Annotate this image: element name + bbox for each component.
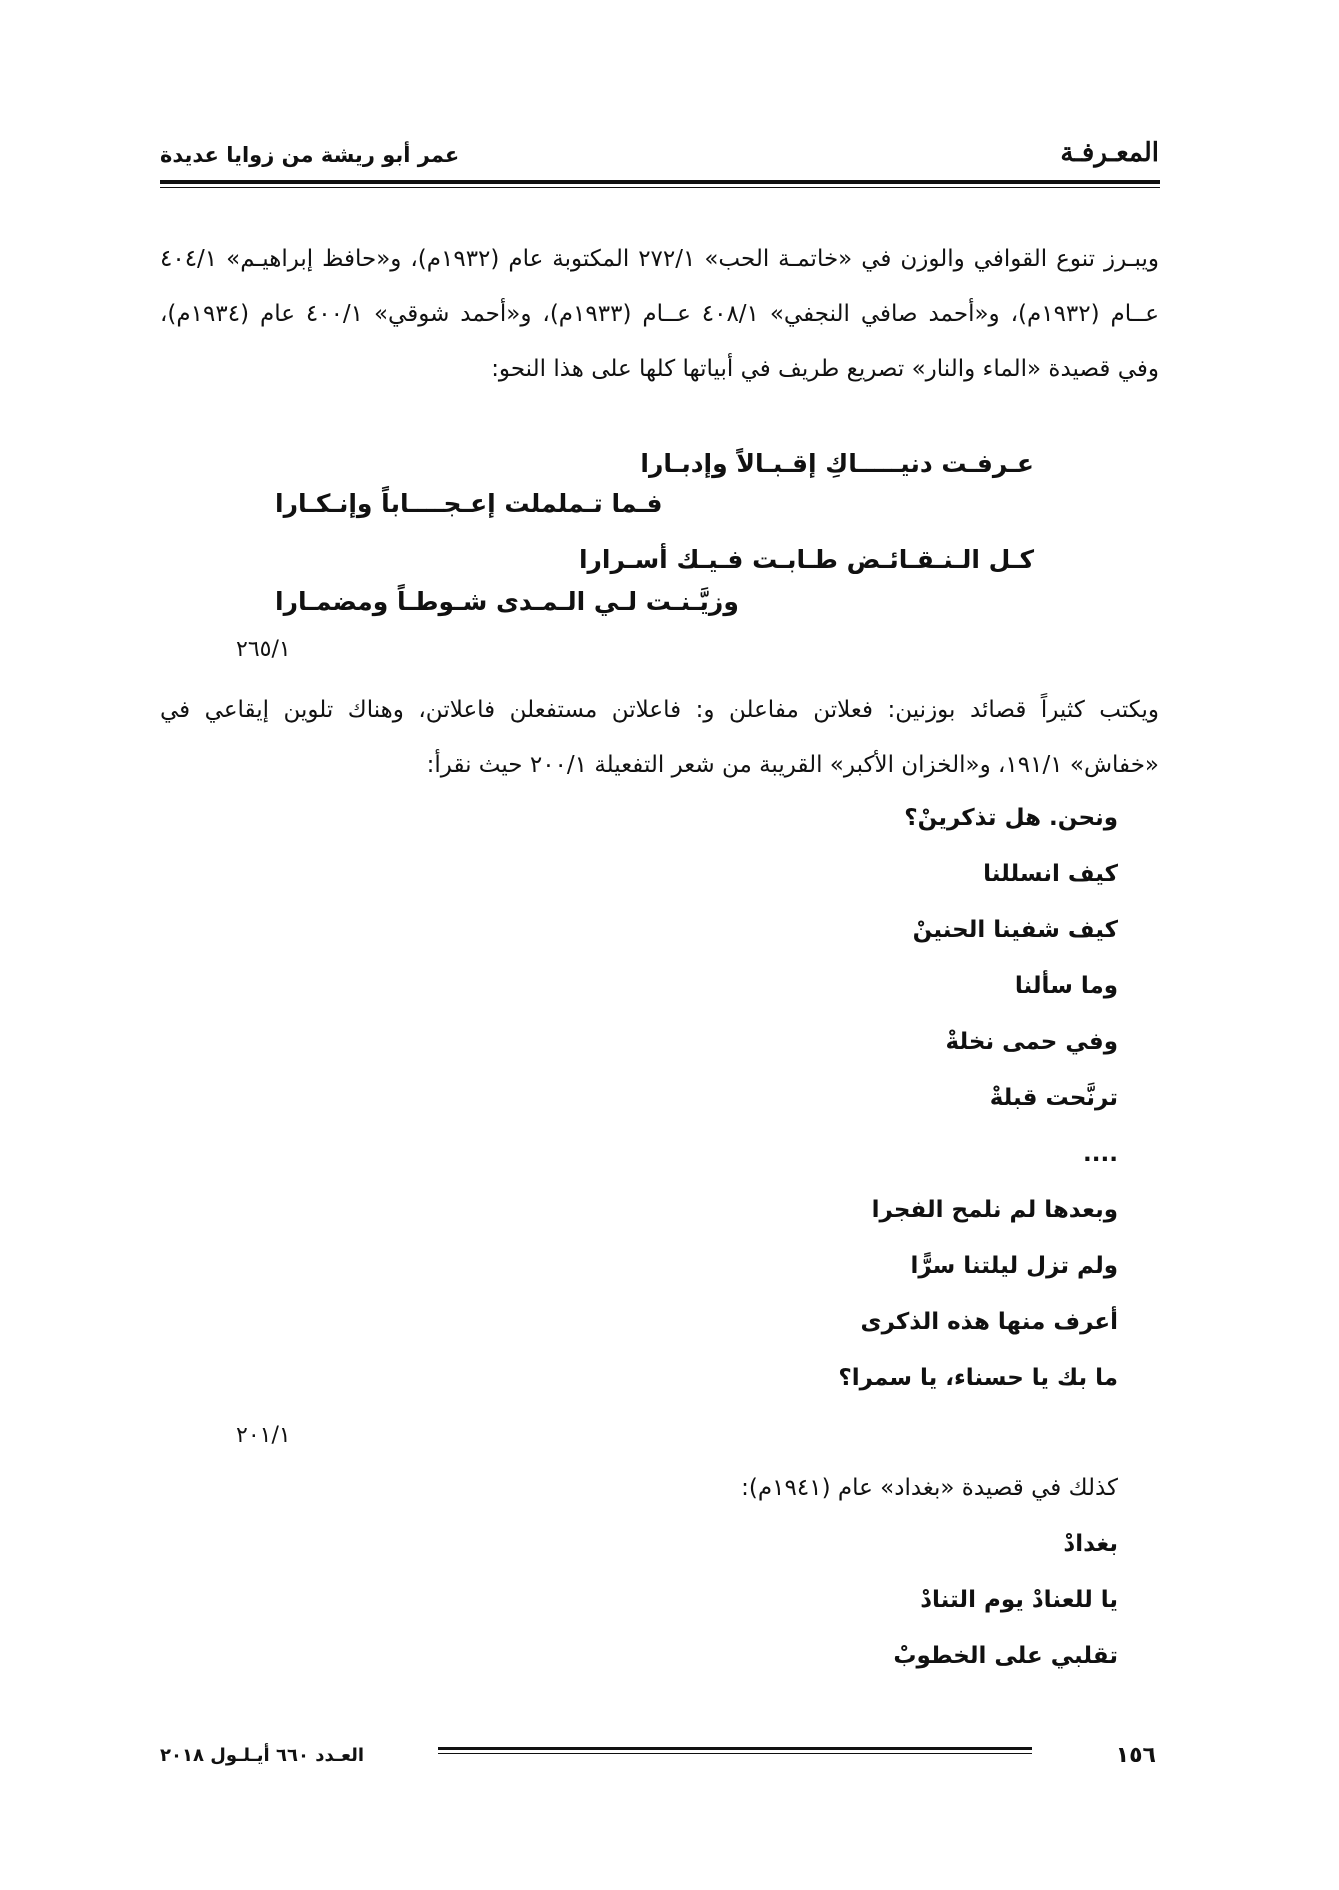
paragraph-3: كذلك في قصيدة «بغداد» عام (١٩٤١م):: [741, 1475, 1118, 1501]
paragraph-1: ويبـرز تنوع القوافي والوزن في «خاتمـة الحب» ٢٧٢/١ المكتوبة عام (١٩٣٢م)، و«حافظ إبراهيـم» ٤٠٤/١ عــام (١٩٣٢م)، و«أحمد صافي النجفي» ٤٠٨/١ عــام (١٩٣٣م)، و«أحمد شوقي» ٤٠٠/١ عام (١٩٣٤م)، وفي قصيدة «الماء والنار» تصريع طريف في أبياتها كلها على هذا النحو:: [160, 246, 1159, 382]
issue-info: العـدد ٦٦٠ أيـلـول ٢٠١٨: [160, 1745, 365, 1766]
poem-line: أعرف منها هذه الذكرى: [860, 1309, 1118, 1335]
paragraph-2: ويكتب كثيراً قصائد بوزنين: فعلاتن مفاعلن و: فاعلاتن مستفعلن فاعلاتن، وهناك تلوين إيقاعي في «خفاش» ١٩١/١، و«الخزان الأكبر» القريبة من شعر التفعيلة ٢٠٠/١ حيث نقرأ:: [160, 697, 1159, 778]
header-rule-thin: [160, 187, 1160, 188]
poem-line: ولم تزل ليلتنا سرًّا: [910, 1253, 1118, 1279]
footer-rule-thin: [438, 1753, 1032, 1754]
article-title: عمر أبو ريشة من زوايا عديدة: [160, 143, 460, 167]
poem-line: وما سألنا: [1014, 973, 1118, 999]
verse-line: وزيَّـنـت لـي الـمـدى شـوطـاً ومضمـارا: [275, 587, 739, 616]
reference: ٢٠١/١: [236, 1423, 291, 1448]
poem-line: ترنَّحت قبلةْ: [989, 1085, 1118, 1111]
poem-line: بغدادْ: [1063, 1531, 1118, 1557]
reference: ٢٦٥/١: [236, 637, 291, 662]
verse-line: فـما تـململت إعـجــــاباً وإنـكـارا: [275, 489, 663, 518]
poem-line: يا للعنادْ يوم التنادْ: [920, 1587, 1118, 1613]
poem-ellipsis: ....: [1083, 1141, 1118, 1167]
poem-line: وبعدها لم نلمح الفجرا: [871, 1197, 1118, 1223]
footer-rule-thick: [438, 1747, 1032, 1750]
poem-line: كيف انسللنا: [983, 861, 1118, 887]
poem-line: ونحن. هل تذكرينْ؟: [904, 805, 1118, 831]
journal-logo: المعـرفـة: [1060, 138, 1159, 168]
poem-line: تقلبي على الخطوبْ: [893, 1643, 1118, 1669]
verse-line: عـرفـت دنيـــــاكِ إقـبـالاً وإدبـارا: [640, 449, 1034, 478]
verse-line: كـل الـنـقـائـض طـابـت فـيـك أسـرارا: [578, 545, 1034, 574]
poem-line: ما بك يا حسناء، يا سمرا؟: [838, 1365, 1118, 1391]
poem-line: وفي حمى نخلةْ: [945, 1029, 1118, 1055]
header-rule-thick: [160, 180, 1160, 184]
poem-line: كيف شفينا الحنينْ: [912, 917, 1118, 943]
page-number: ١٥٦: [1115, 1743, 1156, 1768]
